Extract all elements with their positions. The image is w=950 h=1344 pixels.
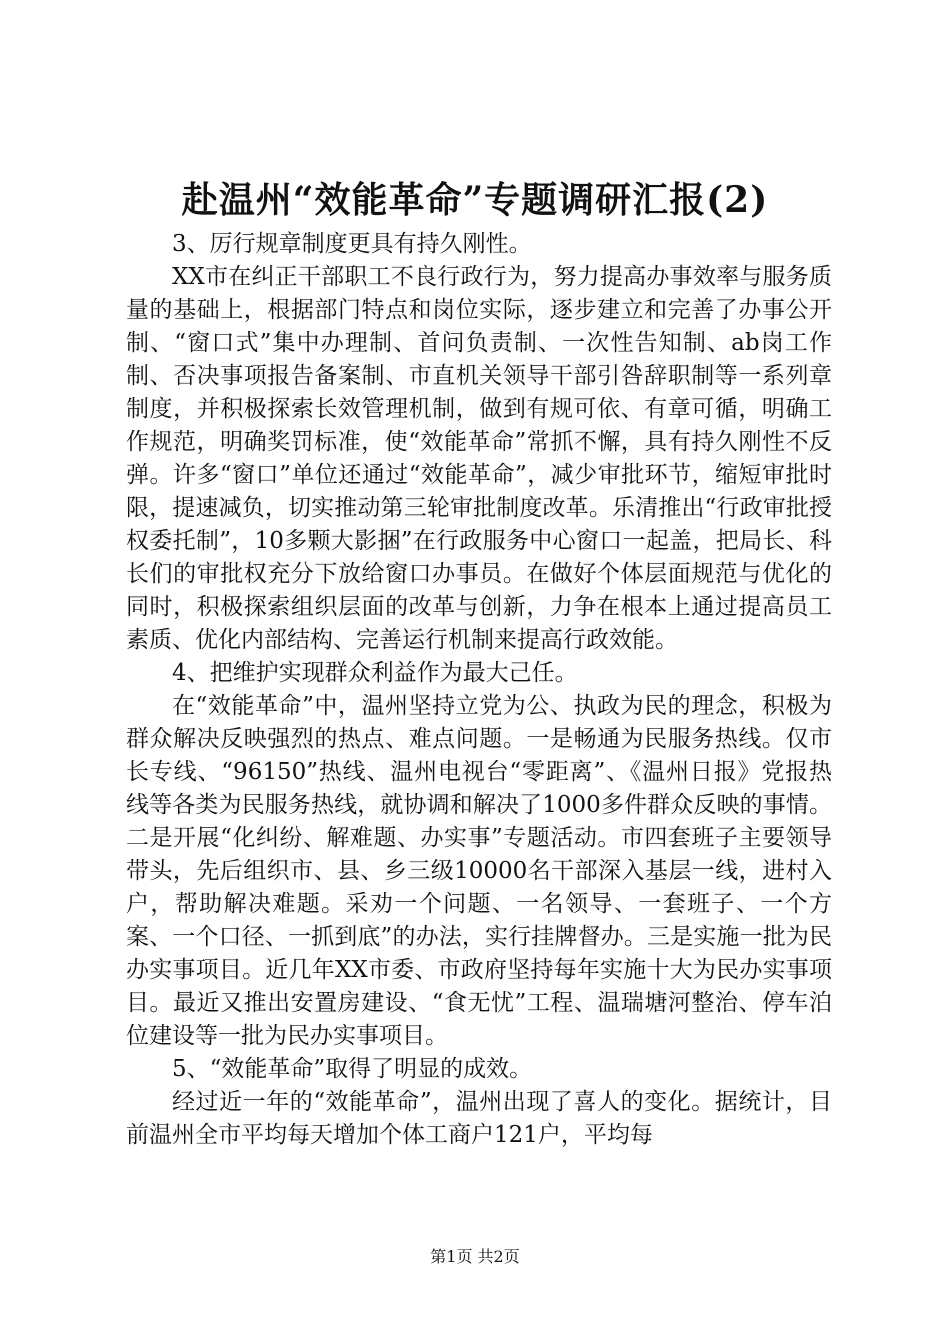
paragraph: 在“效能革命”中，温州坚持立党为公、执政为民的理念，积极为群众解决反映强烈的热点、难点问题。一是畅通为民服务热线。仅市长专线、“96150”热线、温州电视台“零距离”、《温州日报》党报热线等各类为民服务热线，就协调和解决了1000多件群众反映的事情。二是开展“化纠纷、解难题、办实事”专题活动。市四套班子主要领导带头，先后组织市、县、乡三级10000名干部深入基层一线，进村入户，帮助解决难题。采劝一个问题、一名领导、一套班子、一个方案、一个口径、一抓到底”的办法，实行挂牌督办。三是实施一批为民办实事项目。近几年XX市委、市政府坚持每年实施十大为民办实事项目。最近又推出安置房建设、“食无忧”工程、温瑞塘河整治、停车泊位建设等一批为民办实事项目。 xyxy=(126,693,832,1049)
page-number-footer: 第1页 共2页 xyxy=(430,1247,520,1266)
document-title: 赴温州“效能革命”专题调研汇报(2) xyxy=(181,179,769,221)
paragraph-heading-3: 3、厉行规章制度更具有持久刚性。 xyxy=(172,231,532,257)
paragraph: XX市在纠正干部职工不良行政行为，努力提高办事效率与服务质量的基础上，根据部门特点和岗位实际，逐步建立和完善了办事公开制、“窗口式”集中办理制、首问负责制、一次性告知制、ab岗工作制、否决事项报告备案制、市直机关领导干部引咎辞职制等一系列章制度，并积极探索长效管理机制，做到有规可依、有章可循，明确工作规范，明确奖罚标准，使“效能革命”常抓不懈，具有持久刚性不反弹。许多“窗口”单位还通过“效能革命”，减少审批环节，缩短审批时限，提速减负，切实推动第三轮审批制度改革。乐清推出“行政审批授权委托制”，10多颗大影捆”在行政服务中心窗口一起盖，把局长、科长们的审批权充分下放给窗口办事员。在做好个体层面规范与优化的同时，积极探索组织层面的改革与创新，力争在根本上通过提高员工素质、优化内部结构、完善运行机制来提高行政效能。 xyxy=(126,264,832,653)
paragraph-heading-5: 5、“效能革命”取得了明显的成效。 xyxy=(172,1056,533,1082)
paragraph: 经过近一年的“效能革命”，温州出现了喜人的变化。据统计，目前温州全市平均每天增加个体工商户121户，平均每 xyxy=(126,1089,832,1148)
document-body xyxy=(126,228,832,1152)
paragraph-heading-4: 4、把维护实现群众利益作为最大己任。 xyxy=(172,660,578,686)
